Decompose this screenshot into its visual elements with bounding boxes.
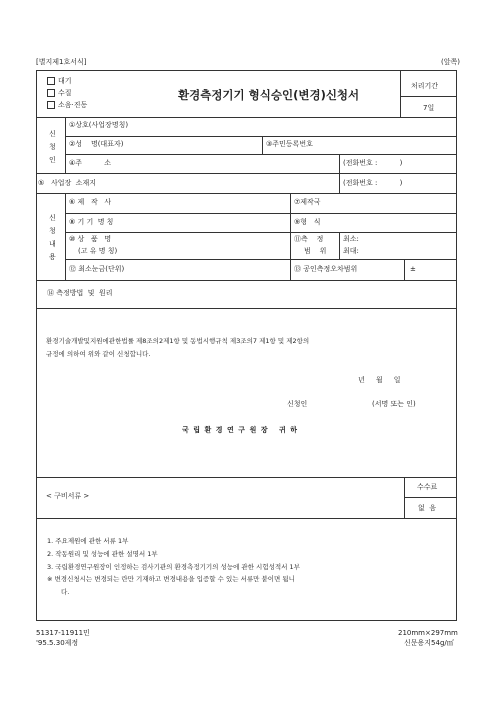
checkbox-noise[interactable] (47, 101, 55, 109)
error-label: ⑬ 공인측정오차범위 (294, 265, 358, 273)
applicant-sign-label: 신청인 (287, 400, 308, 408)
content-mid-col (290, 193, 291, 280)
frame-top (36, 70, 457, 71)
range-value-col (339, 232, 340, 259)
statement-line-2: 규정에 의하여 위와 같이 신청합니다. (46, 350, 151, 358)
page-side: (앞쪽) (441, 58, 460, 66)
site-label: ⑤ 사업장 소재지 (38, 179, 96, 187)
country-label: ⑦제작국 (294, 198, 321, 206)
rule-213 (65, 213, 457, 214)
type-label: ⑨형 식 (294, 218, 321, 226)
maker-label: ⑥ 제 작 사 (69, 198, 112, 206)
method-label: ⑭ 측정방법 및 원리 (47, 289, 113, 297)
docs-title: < 구비서류 > (46, 492, 90, 500)
processing-split (400, 96, 457, 97)
address-phone-label: (전화번호 : ) (343, 159, 403, 167)
rule-280 (36, 280, 457, 281)
range-sublabel: 범 위 (304, 247, 327, 255)
applicant-col (65, 117, 66, 174)
error-value-col (404, 259, 405, 280)
checkbox-air[interactable] (47, 77, 55, 85)
fee-label: 수수료 (417, 483, 438, 491)
rule-173 (36, 173, 457, 174)
frame-bottom (36, 620, 457, 621)
fee-col (404, 477, 405, 518)
option-water[interactable]: 수질 (47, 89, 72, 97)
company-label: ①상호(사업장명칭) (69, 121, 129, 129)
name-label: ②성 명(대표자) (69, 140, 124, 148)
rule-308 (36, 308, 457, 309)
rule-154 (65, 154, 457, 155)
rule-259 (65, 259, 457, 260)
content-section-label: 신청내용 (49, 214, 56, 261)
rule-518 (36, 518, 457, 519)
footer-date: '95.5.30제정 (36, 639, 79, 647)
footer-code: 51317-11911민 (36, 629, 90, 637)
product-label: ⑩ 상 품 명 (69, 235, 112, 243)
rule-497 (404, 497, 457, 498)
footer-size: 210mm×297mm (398, 629, 458, 637)
range-min-label: 최소: (343, 235, 359, 243)
rule-477 (36, 477, 457, 478)
range-label: ⑪측 정 (294, 235, 324, 243)
rule-232 (65, 232, 457, 233)
address-label: ④주 소 (69, 159, 112, 167)
processing-divider (400, 70, 401, 117)
checkbox-water[interactable] (47, 89, 55, 97)
option-air[interactable]: 대기 (47, 77, 72, 85)
applicant-section-label: 신청인 (49, 130, 56, 164)
rule-193 (36, 193, 457, 194)
frame-right (456, 70, 457, 621)
sign-note: (서명 또는 인) (372, 400, 416, 408)
statement-line-1: 환경기술개발및지원에관한법률 제8조의2제1항 및 동법시행규칙 제3조의7 제1항 및 제2항의 (46, 337, 310, 345)
rrn-label: ③주민등록번호 (266, 140, 313, 148)
form-number: [별지제1호서식] (36, 58, 87, 66)
processing-label: 처리기간 (411, 82, 439, 90)
phone-col-1 (339, 154, 340, 193)
device-label: ⑧ 기 기 명 칭 (69, 218, 114, 226)
form-title: 환경측정기기 형식승인(변경)신청서 (178, 88, 360, 102)
product-sublabel: (고 유 명 칭) (78, 247, 118, 255)
doc-note-1: ※ 변경신청시는 변경되는 란만 기재하고 변경내용을 입증할 수 있는 서류만 붙이면 됨니 (47, 575, 295, 583)
footer-paper: 신문용지54g/㎡ (404, 639, 454, 647)
fee-value: 없 음 (418, 504, 436, 512)
doc-item-3: 3. 국립환경연구원장이 인정하는 검사기관의 환경측정기기의 성능에 관한 시험성적서 1부 (47, 563, 300, 571)
content-col (65, 193, 66, 280)
rule-136 (65, 136, 457, 137)
frame-left (36, 70, 37, 621)
doc-item-2: 2. 작동원리 및 성능에 관한 설명서 1부 (47, 550, 158, 558)
addressee: 국립환경연구원장 귀하 (182, 426, 302, 434)
min-scale-label: ⑫ 최소눈금(단위) (69, 265, 125, 273)
range-max-label: 최대: (343, 247, 359, 255)
rrn-col (262, 136, 263, 154)
error-value: ± (410, 265, 416, 273)
option-noise[interactable]: 소음·진동 (47, 101, 87, 109)
doc-note-2: 다. (61, 588, 70, 596)
processing-value: 7일 (423, 104, 435, 112)
date-line: 년 월 일 (358, 376, 401, 384)
doc-item-1: 1. 주요제원에 관한 서류 1부 (47, 537, 129, 545)
rule-117 (36, 117, 457, 118)
site-phone-label: (전화번호 : ) (343, 179, 403, 187)
